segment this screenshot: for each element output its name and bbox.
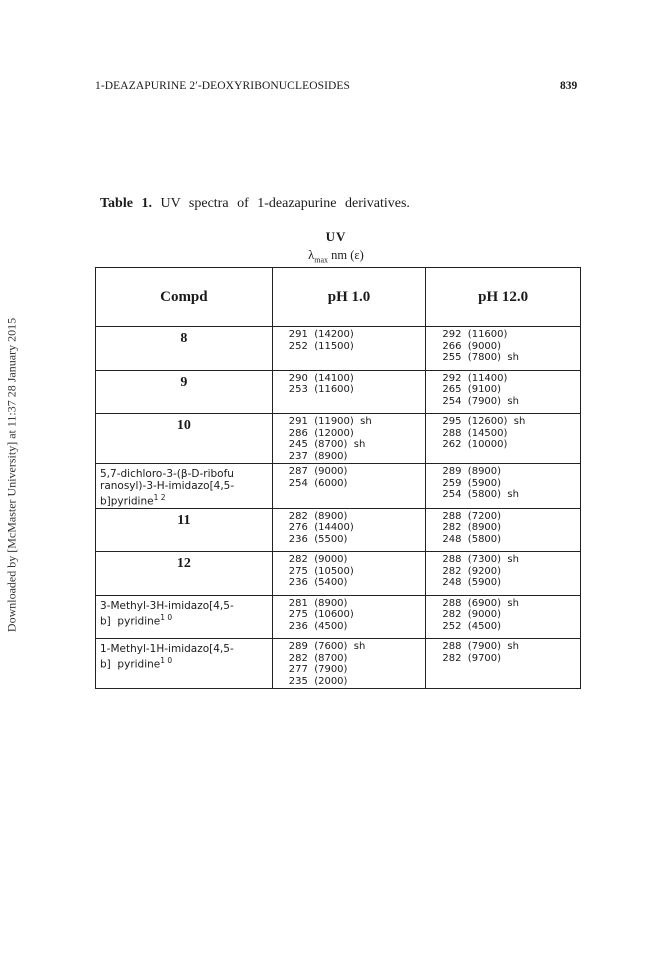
absorbance-value: 248 (5900) bbox=[442, 577, 502, 588]
absorbance-value: 282 (8900) bbox=[288, 510, 348, 522]
table-row bbox=[96, 414, 581, 464]
ph1-values-cell bbox=[272, 327, 426, 371]
ph12-values-cell bbox=[426, 595, 581, 639]
compound-name-line: 1-Methyl-1H-imidazo[4,5- bbox=[100, 643, 234, 655]
compound-name-line: 11 bbox=[177, 512, 191, 528]
ph1-values-cell bbox=[272, 552, 426, 596]
absorbance-value: 237 (8900) bbox=[288, 450, 348, 462]
ph1-values-cell bbox=[272, 464, 426, 509]
ph12-values-cell bbox=[426, 508, 581, 552]
absorbance-value: 236 (5500) bbox=[288, 533, 348, 545]
absorbance-value: 287 (9000) bbox=[288, 466, 348, 477]
ph12-values-cell bbox=[426, 639, 581, 689]
absorbance-value: 236 (5400) bbox=[288, 577, 348, 588]
compound-name-line: 9 bbox=[180, 374, 188, 390]
absorbance-value: 253 (11600) bbox=[288, 384, 354, 395]
absorbance-value: 245 (8700) sh bbox=[288, 439, 366, 450]
ph1-values-cell bbox=[272, 639, 426, 689]
download-notice: Downloaded by [McMaster University] at 11:37 28 January 2015 bbox=[4, 317, 19, 633]
absorbance-value: 252 (4500) bbox=[442, 620, 502, 632]
compound-name-line bbox=[100, 492, 268, 508]
absorbance-value: 288 (6900) sh bbox=[442, 597, 519, 609]
max-subscript: max bbox=[314, 255, 329, 265]
absorbance-value: 275 (10600) bbox=[288, 609, 354, 620]
ph1-values-cell bbox=[272, 414, 426, 464]
compound-name-line: ranosyl)-3-H-imidazo[4,5- bbox=[100, 480, 235, 492]
uv-subheading bbox=[0, 248, 672, 265]
ph12-values-cell bbox=[426, 370, 581, 414]
absorbance-value: 282 (9000) bbox=[288, 554, 348, 565]
page-number: 839 bbox=[560, 80, 578, 92]
compound-name-text: b] pyridine bbox=[100, 615, 161, 627]
lambda-symbol: λ bbox=[308, 248, 315, 262]
absorbance-value: 255 (7800) sh bbox=[442, 352, 519, 363]
absorbance-value: 291 (11900) sh bbox=[288, 416, 372, 427]
absorbance-value: 265 (9100) bbox=[442, 384, 502, 395]
table-row bbox=[96, 370, 581, 414]
absorbance-value: 292 (11600) bbox=[442, 329, 508, 340]
absorbance-value: 252 (11500) bbox=[288, 340, 354, 352]
table-caption-label: Table 1. bbox=[100, 196, 152, 211]
absorbance-value: 282 (9000) bbox=[442, 609, 502, 620]
absorbance-value: 282 (9200) bbox=[442, 565, 502, 577]
absorbance-value: 282 (9700) bbox=[442, 652, 502, 664]
absorbance-value: 286 (12000) bbox=[288, 427, 354, 439]
compound-name-line bbox=[100, 612, 268, 628]
absorbance-value: 282 (8900) bbox=[442, 522, 502, 533]
running-head: 1-DEAZAPURINE 2′-DEOXYRIBONUCLEOSIDES bbox=[95, 80, 351, 92]
absorbance-value: 289 (8900) bbox=[442, 466, 502, 477]
absorbance-value: 266 (9000) bbox=[442, 340, 502, 352]
table-row bbox=[96, 552, 581, 596]
compound-cell bbox=[96, 639, 273, 689]
reference-superscript: 1 0 bbox=[160, 612, 173, 622]
ph12-values-cell bbox=[426, 414, 581, 464]
reference-superscript: 1 2 bbox=[153, 493, 166, 502]
ph12-values-cell bbox=[426, 464, 581, 509]
compound-name-text: b]pyridine bbox=[100, 495, 154, 508]
absorbance-value: 275 (10500) bbox=[288, 565, 354, 577]
table-row bbox=[96, 639, 581, 689]
compound-cell bbox=[96, 464, 273, 509]
ph1-values-cell bbox=[272, 595, 426, 639]
compound-name-line: 3-Methyl-3H-imidazo[4,5- bbox=[100, 599, 234, 612]
absorbance-value: 290 (14100) bbox=[288, 372, 354, 384]
table-row bbox=[96, 327, 581, 371]
compound-cell bbox=[96, 370, 273, 414]
compound-name-line: 5,7-dichloro-3-(β-D-ribofu bbox=[100, 468, 234, 480]
absorbance-value: 254 (5800) sh bbox=[442, 489, 519, 500]
compound-cell bbox=[96, 552, 273, 596]
reference-superscript: 1 0 bbox=[160, 656, 173, 665]
compound-name-line: 10 bbox=[176, 418, 191, 433]
absorbance-value: 291 (14200) bbox=[288, 329, 354, 340]
absorbance-value: 262 (10000) bbox=[442, 439, 508, 450]
ph1-values-cell bbox=[272, 508, 426, 552]
absorbance-value: 254 (6000) bbox=[288, 477, 348, 489]
column-header-ph12: pH 12.0 bbox=[426, 268, 581, 327]
compound-name-line bbox=[100, 655, 268, 671]
column-header-ph1: pH 1.0 bbox=[272, 268, 426, 327]
unit-label: nm (ε) bbox=[328, 248, 364, 262]
compound-cell bbox=[96, 327, 273, 371]
absorbance-value: 289 (7600) sh bbox=[288, 641, 366, 652]
compound-cell bbox=[96, 414, 273, 464]
column-header-compd: Compd bbox=[96, 268, 273, 327]
table-row bbox=[96, 508, 581, 552]
compound-name-line: 8 bbox=[180, 331, 188, 346]
absorbance-value: 282 (8700) bbox=[288, 652, 348, 664]
absorbance-value: 235 (2000) bbox=[288, 675, 348, 687]
table-row bbox=[96, 464, 581, 509]
ph1-values-cell bbox=[272, 370, 426, 414]
uv-spectra-table bbox=[95, 267, 581, 689]
absorbance-value: 277 (7900) bbox=[288, 664, 348, 675]
table-header-row bbox=[96, 268, 581, 327]
table-caption-text: UV spectra of 1-deazapurine derivatives. bbox=[160, 196, 410, 211]
absorbance-value: 288 (14500) bbox=[442, 427, 508, 439]
compound-name-line: 12 bbox=[176, 556, 191, 571]
absorbance-value: 288 (7300) sh bbox=[442, 554, 519, 565]
absorbance-value: 248 (5800) bbox=[442, 533, 502, 545]
absorbance-value: 288 (7900) sh bbox=[442, 641, 519, 652]
compound-name-text: b] pyridine bbox=[100, 658, 161, 671]
compound-cell bbox=[96, 508, 273, 552]
absorbance-value: 259 (5900) bbox=[442, 477, 502, 489]
ph12-values-cell bbox=[426, 327, 581, 371]
absorbance-value: 236 (4500) bbox=[288, 620, 348, 632]
absorbance-value: 292 (11400) bbox=[442, 372, 508, 384]
compound-cell bbox=[96, 595, 273, 639]
absorbance-value: 281 (8900) bbox=[288, 597, 348, 609]
absorbance-value: 254 (7900) sh bbox=[442, 395, 519, 407]
absorbance-value: 295 (12600) sh bbox=[442, 416, 526, 427]
absorbance-value: 288 (7200) bbox=[442, 510, 502, 522]
uv-heading: UV bbox=[325, 229, 347, 244]
table-row bbox=[96, 595, 581, 639]
absorbance-value: 276 (14400) bbox=[288, 522, 354, 533]
table-caption bbox=[100, 196, 410, 212]
ph12-values-cell bbox=[426, 552, 581, 596]
